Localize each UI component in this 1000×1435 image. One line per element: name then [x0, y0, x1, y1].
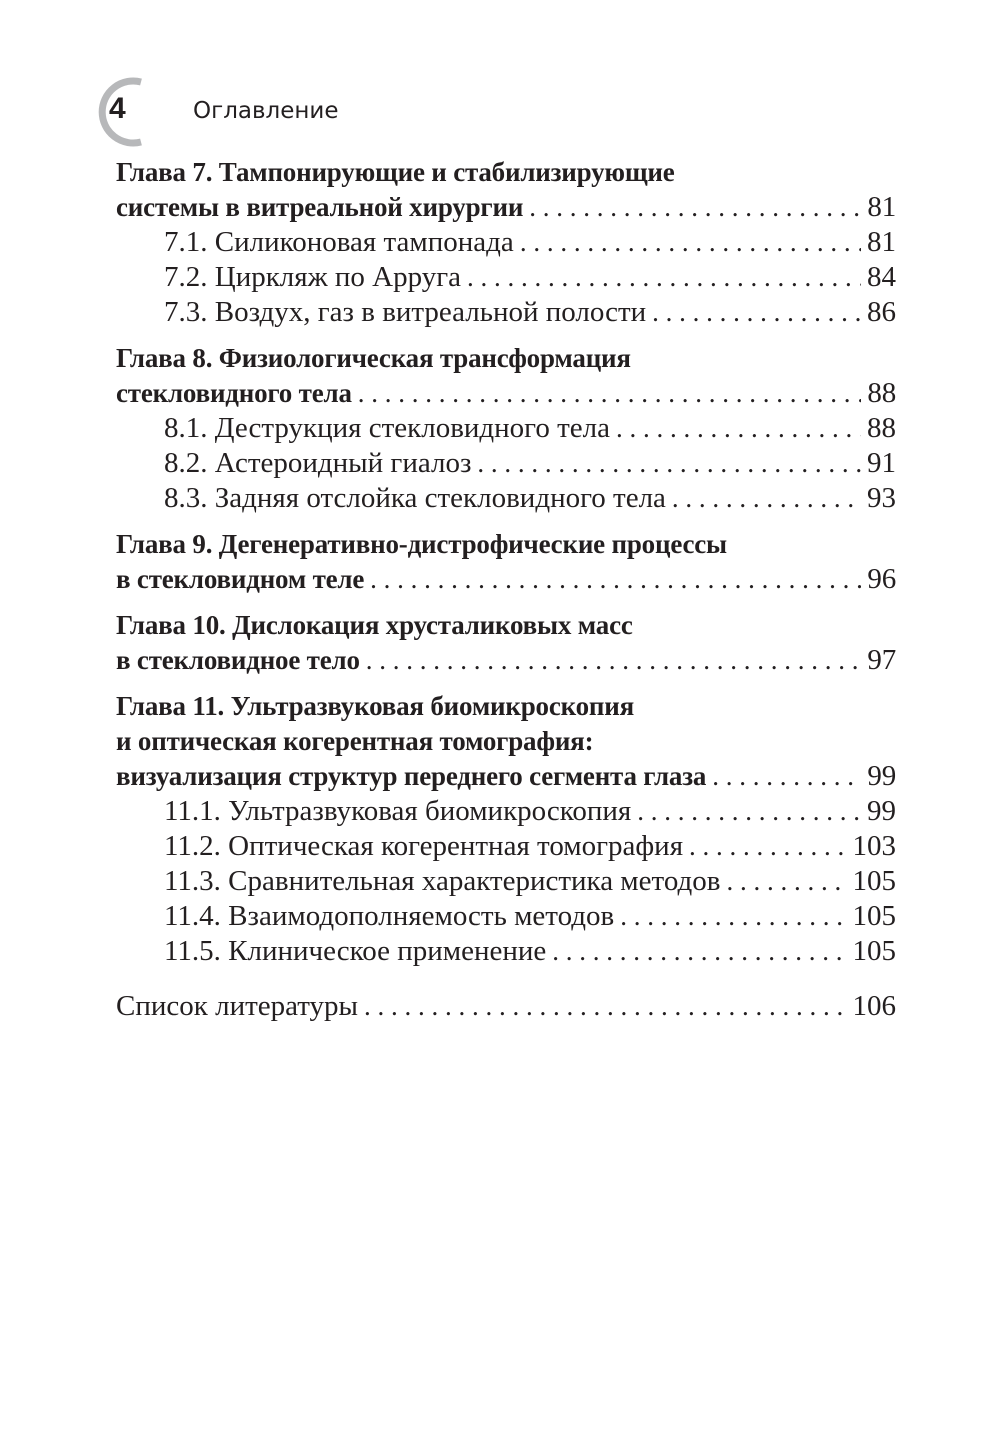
leader-dots	[652, 295, 861, 330]
toc-section[interactable]: 8.3. Задняя отслойка стекловидного тела . . . 93	[116, 481, 896, 516]
toc-page-number: 91	[867, 447, 896, 479]
leader-dots	[689, 829, 846, 864]
leader-dots	[616, 411, 861, 446]
toc-page-number: 86	[867, 296, 896, 328]
toc-page-number: 105	[852, 865, 896, 897]
toc-chapter-title-line[interactable]: системы в витреальной хирургии . . . 81	[116, 190, 896, 225]
running-title: Оглавление	[193, 98, 339, 124]
toc-page-number: 99	[867, 795, 896, 827]
leader-dots	[672, 481, 861, 516]
toc-section[interactable]: 7.2. Циркляж по Арруга . . . 84	[116, 260, 896, 295]
toc-section[interactable]: 7.3. Воздух, газ в витреальной полости . . . 86	[116, 295, 896, 330]
leader-dots	[637, 794, 861, 829]
leader-dots	[358, 376, 862, 411]
leader-dots	[370, 562, 861, 597]
table-of-contents	[116, 155, 896, 1024]
toc-chapter-title-line[interactable]: Глава 8. Физиологическая трансформация	[116, 343, 631, 373]
toc-section[interactable]: 7.1. Силиконовая тампонада . . . 81	[116, 225, 896, 260]
page-number: 4	[109, 92, 126, 125]
toc-chapter	[116, 155, 896, 330]
leader-dots	[552, 934, 846, 969]
toc-chapter-title-line[interactable]: стекловидного тела . . . 88	[116, 376, 896, 411]
toc-section[interactable]: 11.5. Клиническое применение . . . 105	[116, 934, 896, 969]
toc-page-number: 105	[852, 935, 896, 967]
toc-section[interactable]: 8.1. Деструкция стекловидного тела . . . 88	[116, 411, 896, 446]
toc-chapter-title-line[interactable]: визуализация структур переднего сегмента глаза . . . 99	[116, 759, 896, 794]
toc-page-number: 81	[867, 191, 896, 223]
leader-dots	[726, 864, 846, 899]
leader-dots	[520, 225, 861, 260]
toc-page-number: 97	[867, 644, 896, 676]
toc-page-number: 99	[867, 760, 896, 792]
toc-chapter-title-line[interactable]: и оптическая когерентная томография:	[116, 726, 594, 756]
toc-page-number: 84	[867, 261, 896, 293]
page-badge-arc-icon	[95, 76, 163, 148]
leader-dots	[364, 989, 846, 1024]
leader-dots	[529, 190, 861, 225]
toc-chapter	[116, 527, 896, 597]
toc-chapter-title-line[interactable]: в стекловидное тело . . . 97	[116, 643, 896, 678]
page-number-badge	[95, 76, 163, 144]
toc-chapter	[116, 689, 896, 969]
toc-chapter-title-line[interactable]: Глава 7. Тампонирующие и стабилизирующие	[116, 157, 675, 187]
toc-section[interactable]: 11.1. Ультразвуковая биомикроскопия . . . 99	[116, 794, 896, 829]
toc-page-number: 93	[867, 482, 896, 514]
toc-chapter-title-line[interactable]: Глава 10. Дислокация хрусталиковых масс	[116, 610, 633, 640]
toc-page-number: 81	[867, 226, 896, 258]
toc-page-number: 103	[852, 830, 896, 862]
leader-dots	[477, 446, 861, 481]
leader-dots	[366, 643, 862, 678]
leader-dots	[467, 260, 861, 295]
toc-chapter-title-line[interactable]: Глава 11. Ультразвуковая биомикроскопия	[116, 691, 635, 721]
toc-section[interactable]: 11.4. Взаимодополняемость методов . . . 105	[116, 899, 896, 934]
leader-dots	[712, 759, 861, 794]
toc-section[interactable]: 11.3. Сравнительная характеристика методов . . . 105	[116, 864, 896, 899]
toc-chapter-title-line[interactable]: Глава 9. Дегенеративно-дистрофические процессы	[116, 529, 727, 559]
toc-page-number: 106	[852, 990, 896, 1022]
page-header	[95, 76, 495, 156]
toc-page-number: 96	[867, 563, 896, 595]
toc-page-number: 88	[867, 412, 896, 444]
toc-bibliography-line[interactable]: Список литературы . . . 106	[116, 989, 896, 1024]
toc-chapter	[116, 341, 896, 516]
toc-page-number: 88	[867, 377, 896, 409]
toc-chapter-title-line[interactable]: в стекловидном теле . . . 96	[116, 562, 896, 597]
toc-section[interactable]: 11.2. Оптическая когерентная томография . . . 103	[116, 829, 896, 864]
toc-bibliography	[116, 989, 896, 1024]
toc-page-number: 105	[852, 900, 896, 932]
toc-chapter	[116, 608, 896, 678]
leader-dots	[620, 899, 846, 934]
toc-section[interactable]: 8.2. Астероидный гиалоз . . . 91	[116, 446, 896, 481]
